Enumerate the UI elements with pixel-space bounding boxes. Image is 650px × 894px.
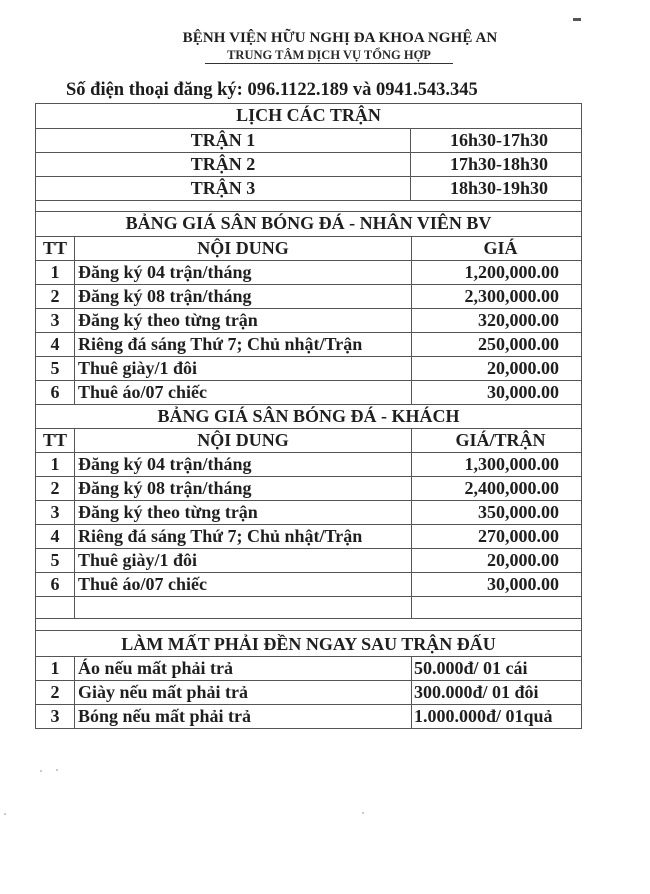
row-price: 1,300,000.00 bbox=[411, 453, 581, 476]
staff-prices-header-row bbox=[36, 236, 581, 260]
row-price: 30,000.00 bbox=[411, 573, 581, 596]
column-header-content: NỘI DUNG bbox=[74, 237, 411, 260]
table-row bbox=[36, 356, 581, 380]
table-row bbox=[36, 680, 581, 704]
table-row bbox=[36, 548, 581, 572]
match-time: 18h30-19h30 bbox=[410, 177, 581, 200]
scan-speck bbox=[40, 770, 42, 772]
table-row bbox=[36, 452, 581, 476]
table-row bbox=[36, 284, 581, 308]
column-header-price: GIÁ bbox=[411, 237, 581, 260]
loss-fees-title: LÀM MẤT PHẢI ĐỀN NGAY SAU TRẬN ĐẤU bbox=[121, 634, 496, 654]
schedule-title: LỊCH CÁC TRẬN bbox=[236, 105, 381, 125]
empty-row bbox=[36, 596, 581, 618]
row-number: 2 bbox=[50, 286, 60, 306]
column-header-content: NỘI DUNG bbox=[74, 429, 411, 452]
hospital-name: BỆNH VIỆN HỮU NGHỊ ĐA KHOA NGHỆ AN bbox=[182, 30, 498, 46]
price-table bbox=[35, 103, 582, 729]
column-header-price: GIÁ/TRẬN bbox=[411, 429, 581, 452]
row-price: 300.000đ/ 01 đôi bbox=[411, 681, 581, 704]
table-row bbox=[36, 704, 581, 728]
scan-speck bbox=[362, 812, 364, 814]
row-content: Đăng ký theo từng trận bbox=[74, 309, 411, 332]
row-price: 50.000đ/ 01 cái bbox=[411, 657, 581, 680]
staff-prices-title: BẢNG GIÁ SÂN BÓNG ĐÁ - NHÂN VIÊN BV bbox=[125, 213, 492, 233]
row-number: 6 bbox=[50, 382, 60, 402]
row-price: 350,000.00 bbox=[411, 501, 581, 524]
row-content: Thuê giày/1 đôi bbox=[74, 357, 411, 380]
match-name: TRẬN 1 bbox=[190, 130, 256, 150]
table-row bbox=[36, 380, 581, 404]
row-price: 250,000.00 bbox=[411, 333, 581, 356]
match-name: TRẬN 2 bbox=[190, 154, 256, 174]
schedule-row bbox=[36, 128, 581, 152]
row-price: 20,000.00 bbox=[411, 357, 581, 380]
row-number: 1 bbox=[50, 454, 60, 474]
row-price: 1.000.000đ/ 01quả bbox=[411, 705, 581, 728]
staff-prices-title-row bbox=[36, 211, 581, 236]
spacer-row bbox=[36, 618, 581, 630]
row-price: 30,000.00 bbox=[411, 381, 581, 404]
row-content: Bóng nếu mất phải trả bbox=[74, 705, 411, 728]
table-row bbox=[36, 656, 581, 680]
guest-prices-header-row bbox=[36, 428, 581, 452]
row-number: 2 bbox=[50, 478, 60, 498]
table-row bbox=[36, 572, 581, 596]
schedule-title-row bbox=[36, 104, 581, 128]
column-header-tt: TT bbox=[42, 430, 67, 450]
match-time: 17h30-18h30 bbox=[410, 153, 581, 176]
row-price: 320,000.00 bbox=[411, 309, 581, 332]
guest-prices-title: BẢNG GIÁ SÂN BÓNG ĐÁ - KHÁCH bbox=[157, 406, 460, 426]
row-content: Áo nếu mất phải trả bbox=[74, 657, 411, 680]
row-content: Giày nếu mất phải trả bbox=[74, 681, 411, 704]
row-price: 20,000.00 bbox=[411, 549, 581, 572]
row-price: 2,300,000.00 bbox=[411, 285, 581, 308]
guest-prices-title-row bbox=[36, 404, 581, 428]
phone-line: Số điện thoại đăng ký: 096.1122.189 và 0941.543.345 bbox=[66, 80, 478, 100]
table-row bbox=[36, 308, 581, 332]
row-content: Thuê áo/07 chiếc bbox=[74, 573, 411, 596]
row-number: 3 bbox=[50, 502, 60, 522]
table-row bbox=[36, 260, 581, 284]
row-content: Thuê giày/1 đôi bbox=[74, 549, 411, 572]
scan-mark bbox=[573, 18, 581, 21]
row-content: Thuê áo/07 chiếc bbox=[74, 381, 411, 404]
row-price: 270,000.00 bbox=[411, 525, 581, 548]
row-content: Riêng đá sáng Thứ 7; Chủ nhật/Trận bbox=[74, 333, 411, 356]
row-content: Đăng ký 08 trận/tháng bbox=[74, 477, 411, 500]
column-header-tt: TT bbox=[42, 238, 67, 258]
row-number: 2 bbox=[50, 682, 60, 702]
row-number: 4 bbox=[50, 334, 60, 354]
row-number: 6 bbox=[50, 574, 60, 594]
row-number: 5 bbox=[50, 358, 60, 378]
match-name: TRẬN 3 bbox=[190, 178, 256, 198]
row-content: Đăng ký 04 trận/tháng bbox=[74, 261, 411, 284]
scan-speck bbox=[4, 813, 6, 815]
scan-speck bbox=[56, 769, 58, 771]
table-row bbox=[36, 500, 581, 524]
department-name: TRUNG TÂM DỊCH VỤ TỔNG HỢP bbox=[205, 48, 453, 64]
row-price: 2,400,000.00 bbox=[411, 477, 581, 500]
row-content: Đăng ký theo từng trận bbox=[74, 501, 411, 524]
row-price: 1,200,000.00 bbox=[411, 261, 581, 284]
row-number: 4 bbox=[50, 526, 60, 546]
row-content: Đăng ký 08 trận/tháng bbox=[74, 285, 411, 308]
loss-fees-title-row bbox=[36, 630, 581, 656]
row-number: 3 bbox=[50, 310, 60, 330]
schedule-row bbox=[36, 176, 581, 200]
schedule-row bbox=[36, 152, 581, 176]
spacer-row bbox=[36, 200, 581, 211]
row-number: 5 bbox=[50, 550, 60, 570]
table-row bbox=[36, 332, 581, 356]
row-content: Đăng ký 04 trận/tháng bbox=[74, 453, 411, 476]
row-number: 3 bbox=[50, 706, 60, 726]
row-number: 1 bbox=[50, 658, 60, 678]
row-number: 1 bbox=[50, 262, 60, 282]
table-row bbox=[36, 524, 581, 548]
row-content: Riêng đá sáng Thứ 7; Chủ nhật/Trận bbox=[74, 525, 411, 548]
match-time: 16h30-17h30 bbox=[410, 129, 581, 152]
table-row bbox=[36, 476, 581, 500]
